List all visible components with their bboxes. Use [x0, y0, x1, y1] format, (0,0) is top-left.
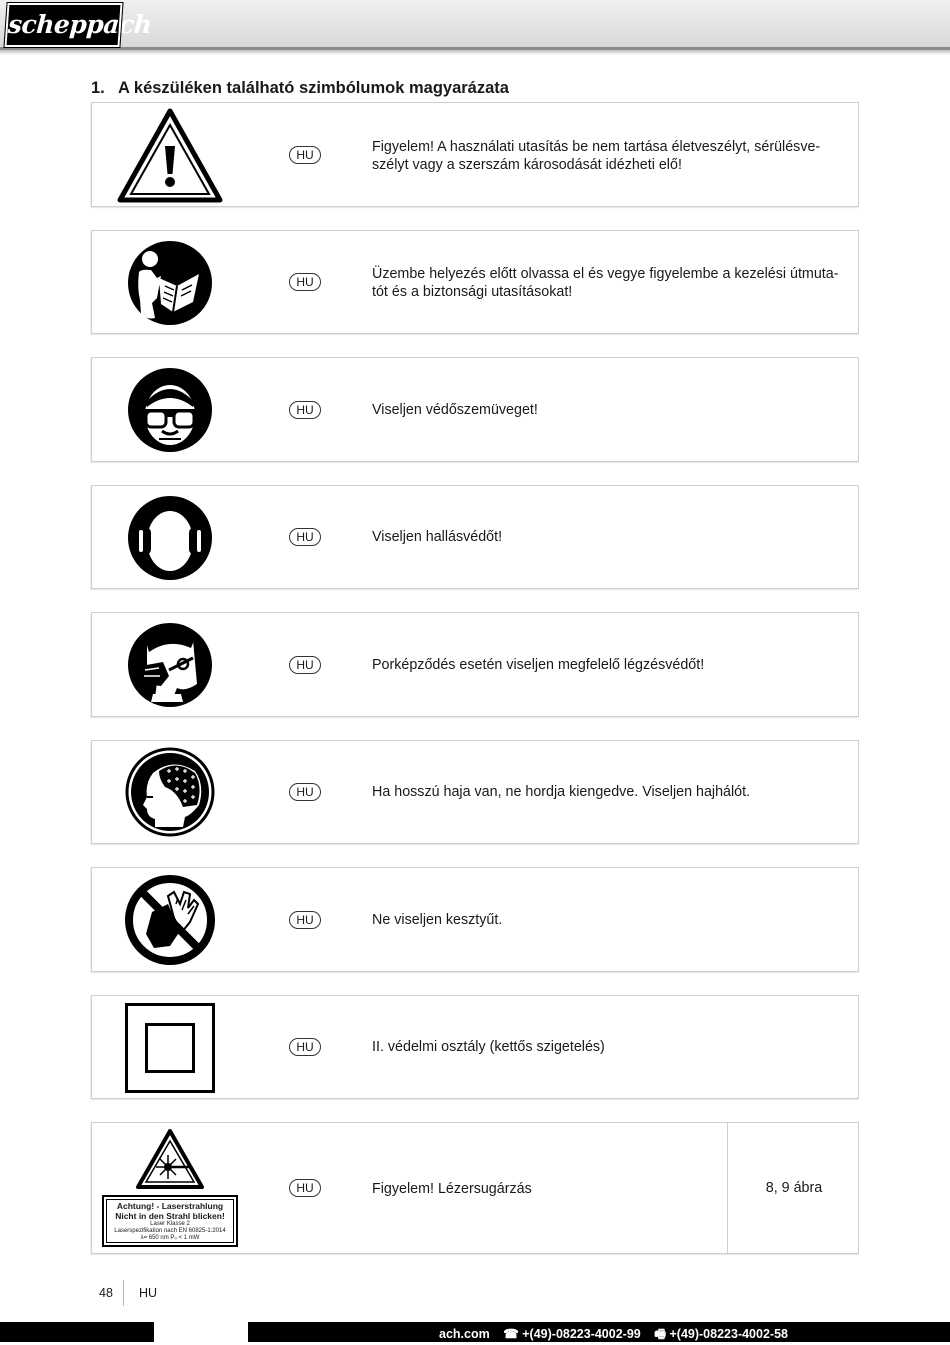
symbol-description: Viseljen védőszemüveget! [372, 402, 538, 418]
footer-bar [0, 1322, 950, 1342]
language-badge: HU [289, 1179, 321, 1197]
language-badge: HU [289, 656, 321, 674]
laser-warning-label: Achtung! - Laserstrahlung Nicht in den Strahl blicken! Laser Klasse 2 Laserspezifikation nach EN 60825-1:2014 λ= 650 nm P₀ < 1 mW [102, 1195, 238, 1247]
symbol-description: Figyelem! Lézersugárzás [372, 1181, 532, 1197]
symbol-row [91, 357, 859, 462]
symbol-row [91, 1122, 859, 1254]
symbol-description: Ne viseljen kesztyűt. [372, 912, 503, 928]
hair-net-icon [125, 747, 215, 837]
language-badge: HU [289, 273, 321, 291]
ear-protection-icon [127, 495, 213, 581]
symbol-row [91, 102, 859, 207]
brand-logo: scheppach [4, 3, 122, 47]
symbol-row [91, 485, 859, 589]
symbol-description: II. védelmi osztály (kettős szigetelés) [372, 1039, 605, 1055]
respirator-icon [127, 622, 213, 708]
section-number: 1. [91, 79, 105, 97]
page-separator [123, 1280, 124, 1306]
footer-gap [154, 1322, 248, 1342]
page-language: HU [139, 1286, 158, 1300]
language-badge: HU [289, 528, 321, 546]
symbol-description: Porképződés esetén viseljen megfelelő légzésvédőt! [372, 657, 705, 673]
symbol-description: Viseljen hallásvédőt! [372, 529, 503, 545]
page-number: 48 [99, 1286, 113, 1300]
language-badge: HU [289, 1038, 321, 1056]
symbol-row [91, 995, 859, 1099]
figure-reference: 8, 9 ábra [765, 1180, 823, 1196]
footer-contact [439, 1325, 798, 1345]
symbol-description: Figyelem! A használati utasítás be nem tartása életveszélyt, sérülésve- szélyt vagy a szerszám károsodását idézheti elő! [372, 139, 821, 173]
protection-class-ii-icon [125, 1003, 215, 1093]
header-bar [0, 0, 950, 50]
section-title-text: A készüléken található szimbólumok magyarázata [118, 79, 509, 97]
symbol-description: Ha hosszú haja van, ne hordja kiengedve. Viseljen hajhálót. [372, 784, 751, 800]
language-badge: HU [289, 401, 321, 419]
language-badge: HU [289, 146, 321, 164]
symbol-row [91, 867, 859, 972]
footer-phone: ☎ +(49)-08223-4002-99 [503, 1327, 641, 1341]
symbol-description: Üzembe helyezés előtt olvassa el és vegye figyelembe a kezelési útmuta- tót és a biztonsági utasításokat! [372, 266, 839, 300]
safety-goggles-icon [127, 367, 213, 453]
read-manual-icon [127, 240, 213, 326]
symbol-row [91, 612, 859, 717]
language-badge: HU [289, 911, 321, 929]
laser-warning-icon [136, 1129, 204, 1189]
no-gloves-icon [124, 874, 216, 966]
symbol-row [91, 740, 859, 844]
section-title [91, 79, 509, 98]
language-badge: HU [289, 783, 321, 801]
symbol-row [91, 230, 859, 334]
warning-triangle-icon [117, 108, 223, 203]
footer-website[interactable]: ach.com [439, 1327, 490, 1341]
footer-fax: 🖷 +(49)-08223-4002-58 [654, 1327, 788, 1341]
